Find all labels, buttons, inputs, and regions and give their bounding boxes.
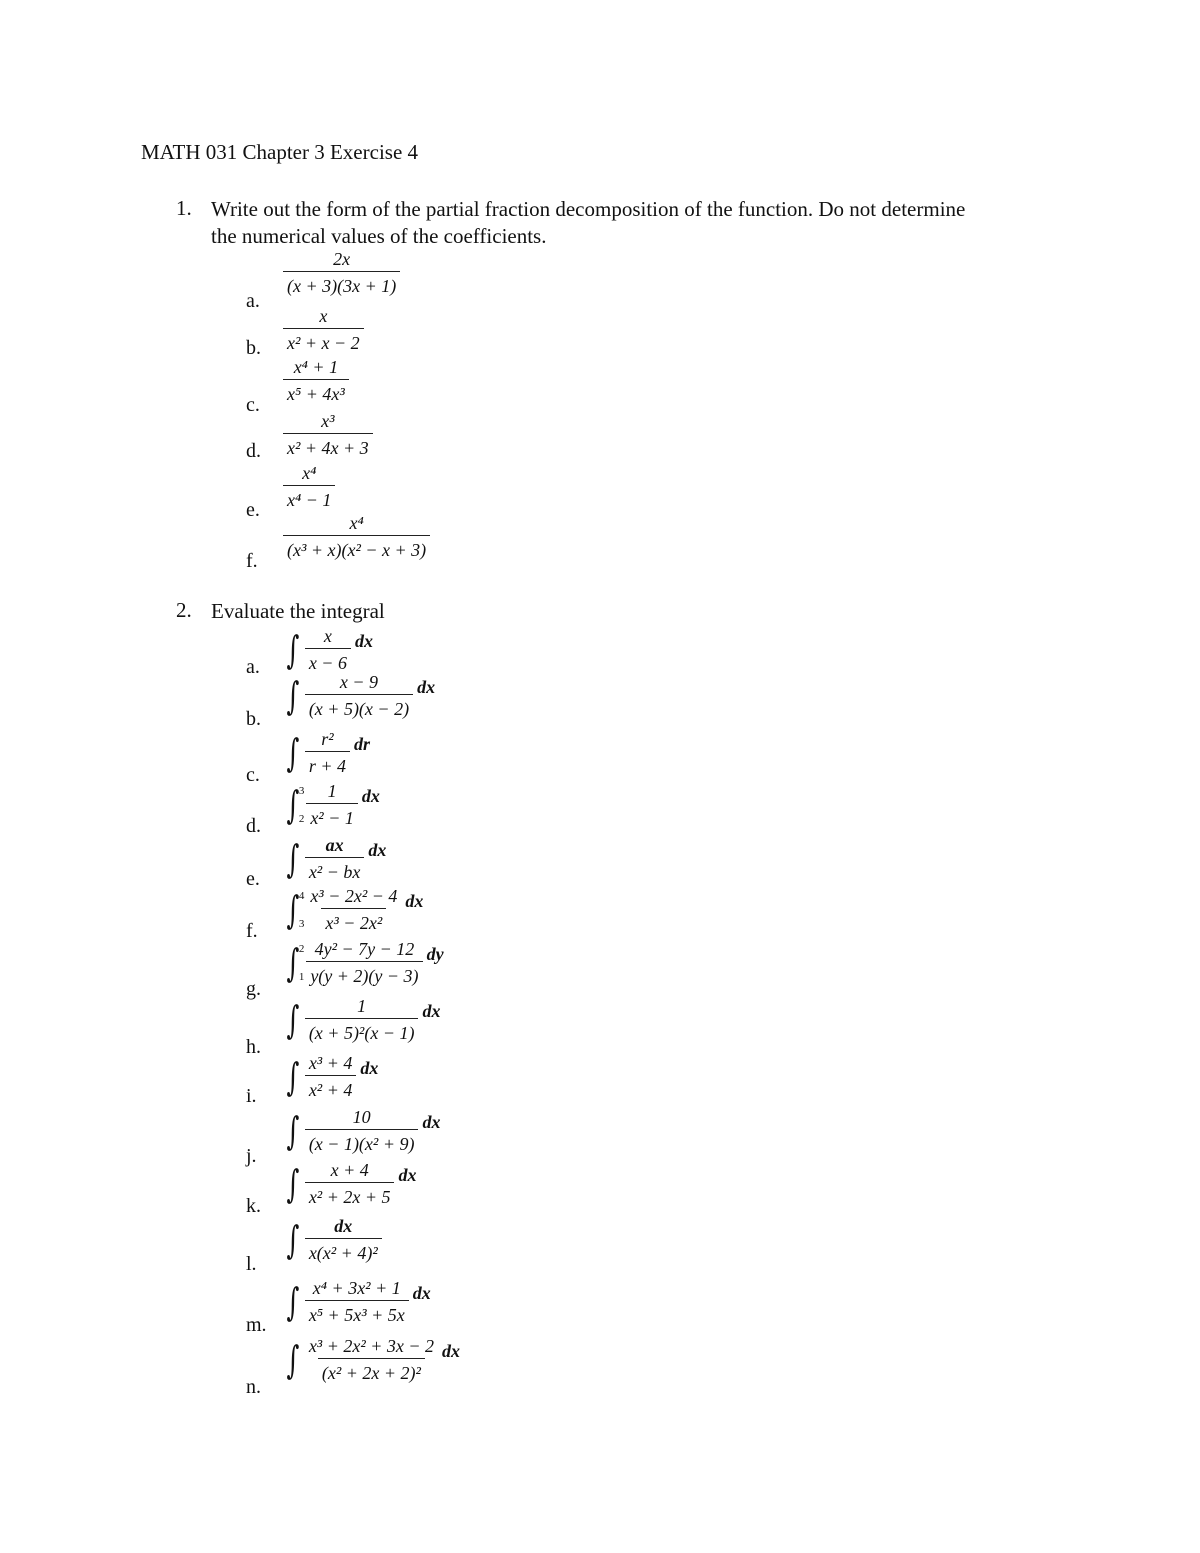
differential: dx [422,1112,441,1132]
q2-item-letter: a. [246,656,260,678]
differential: dx [361,786,380,806]
differential: dx [405,891,424,911]
numerator: 1 [327,781,337,801]
numerator: 1 [357,996,367,1016]
q2-item-letter: m. [246,1314,267,1336]
differential: dx [398,1165,417,1185]
denominator: y(y + 2)(y − 3) [310,966,419,986]
denominator: (x + 5)(x − 2) [308,699,410,719]
denominator: x⁴ − 1 [287,490,332,510]
numerator: x − 9 [339,672,378,692]
numerator: ax [325,835,344,855]
denominator: (x + 5)²(x − 1) [308,1023,415,1043]
integral-sign-icon: ∫ [286,1337,300,1382]
q2-item-letter: e. [246,868,260,890]
denominator: x⁵ + 5x³ + 5x [308,1305,405,1325]
differential: dx [368,840,387,860]
differential: dx [417,677,436,697]
q2-item-n-integral [283,1335,460,1384]
lower-limit: 3 [298,917,305,930]
denominator: x² + x − 2 [287,333,360,353]
q2-item-c-integral [283,728,370,777]
upper-limit: 4 [298,889,305,902]
numerator: x⁴ [349,513,364,533]
integral-sign-icon: ∫ [286,1108,300,1153]
q1-item-d-expression [283,410,373,459]
numerator: x + 4 [330,1160,369,1180]
numerator: x³ [321,411,335,431]
q2-item-letter: j. [246,1145,257,1167]
integral-sign-icon: ∫ [286,940,300,985]
differential: dx [412,1283,431,1303]
numerator: 10 [352,1107,371,1127]
numerator: x⁴ + 1 [293,357,339,377]
numerator: x⁴ + 3x² + 1 [312,1278,401,1298]
upper-limit: 2 [298,942,305,955]
integral-sign-icon: ∫ [286,887,300,932]
q1-item-letter: d. [246,440,261,462]
differential: dx [422,1001,441,1021]
denominator: r + 4 [308,756,346,776]
q2-item-letter: n. [246,1376,261,1398]
document-title: MATH 031 Chapter 3 Exercise 4 [141,140,419,164]
q2-item-i-integral [283,1052,378,1101]
numerator: dx [334,1216,353,1236]
differential: dx [360,1058,379,1078]
q2-item-letter: i. [246,1085,257,1107]
q2-item-letter: g. [246,978,261,1000]
q2-item-j-integral [283,1106,440,1155]
integral-sign-icon: ∫ [286,1279,300,1324]
differential: dy [426,944,444,964]
lower-limit: 2 [298,812,305,825]
q2-item-k-integral [283,1159,416,1208]
integral-sign-icon: ∫ [286,1054,300,1099]
q1-item-f-expression [283,512,430,561]
denominator: x³ − 2x² [325,913,383,933]
q1-item-letter: f. [246,550,258,572]
q1-item-a-expression [283,248,400,297]
q2-item-g-integral [283,938,444,987]
q1-item-letter: e. [246,499,260,521]
denominator: (x³ + x)(x² − x + 3) [287,540,427,560]
numerator: x³ + 4 [308,1053,353,1073]
differential: dx [354,631,373,651]
numerator: x⁴ [302,463,317,483]
denominator: x² + 4x + 3 [287,438,369,458]
numerator: x [319,306,328,326]
integral-sign-icon: ∫ [286,1217,300,1262]
q2-item-letter: b. [246,708,261,730]
q2-item-letter: c. [246,764,260,786]
integral-sign-icon: ∫ [286,782,300,827]
q2-item-d-integral [283,780,380,829]
differential: dr [353,734,370,754]
q2-item-letter: l. [246,1253,257,1275]
q2-item-letter: h. [246,1036,261,1058]
q2-item-l-integral [283,1215,382,1264]
question-1-number: 1. [176,196,192,220]
differential: dx [442,1341,461,1361]
denominator: x − 6 [308,653,347,673]
numerator: 4y² − 7y − 12 [314,939,415,959]
denominator: (x + 3)(3x + 1) [287,276,397,296]
denominator: x² + 2x + 5 [308,1187,391,1207]
integral-sign-icon: ∫ [286,997,300,1042]
lower-limit: 1 [298,970,305,983]
q2-item-f-integral [283,885,423,934]
integral-sign-icon: ∫ [286,627,300,672]
integral-sign-icon: ∫ [286,836,300,881]
denominator: x⁵ + 4x³ [287,384,345,404]
question-1-text-line2: the numerical values of the coefficients. [211,224,547,248]
q1-item-letter: c. [246,394,260,416]
integral-sign-icon: ∫ [286,673,300,718]
q2-item-m-integral [283,1277,431,1326]
denominator: (x² + 2x + 2)² [321,1363,421,1383]
q2-item-letter: d. [246,815,261,837]
integral-sign-icon: ∫ [286,1161,300,1206]
numerator: r² [321,729,334,749]
q2-item-letter: f. [246,920,258,942]
question-2-number: 2. [176,598,192,622]
upper-limit: 3 [298,784,305,797]
numerator: x [323,626,332,646]
q2-item-h-integral [283,995,440,1044]
q2-item-a-integral [283,625,373,674]
q2-item-b-integral [283,671,435,720]
denominator: x² − bx [308,862,361,882]
denominator: (x − 1)(x² + 9) [308,1134,415,1154]
q2-item-e-integral [283,834,386,883]
q1-item-letter: a. [246,290,260,312]
q1-item-e-expression [283,462,335,511]
numerator: 2x [333,249,351,269]
denominator: x² + 4 [308,1080,353,1100]
question-1-text-line1: Write out the form of the partial fraction decomposition of the function. Do not determine [211,197,966,221]
question-2-text: Evaluate the integral [211,599,385,623]
denominator: x² − 1 [310,808,354,828]
q1-item-letter: b. [246,337,261,359]
q1-item-c-expression [283,356,349,405]
numerator: x³ − 2x² − 4 [310,886,398,906]
q2-item-letter: k. [246,1195,261,1217]
denominator: x(x² + 4)² [308,1243,378,1263]
numerator: x³ + 2x² + 3x − 2 [308,1336,435,1356]
q1-item-b-expression [283,305,364,354]
integral-sign-icon: ∫ [286,730,300,775]
